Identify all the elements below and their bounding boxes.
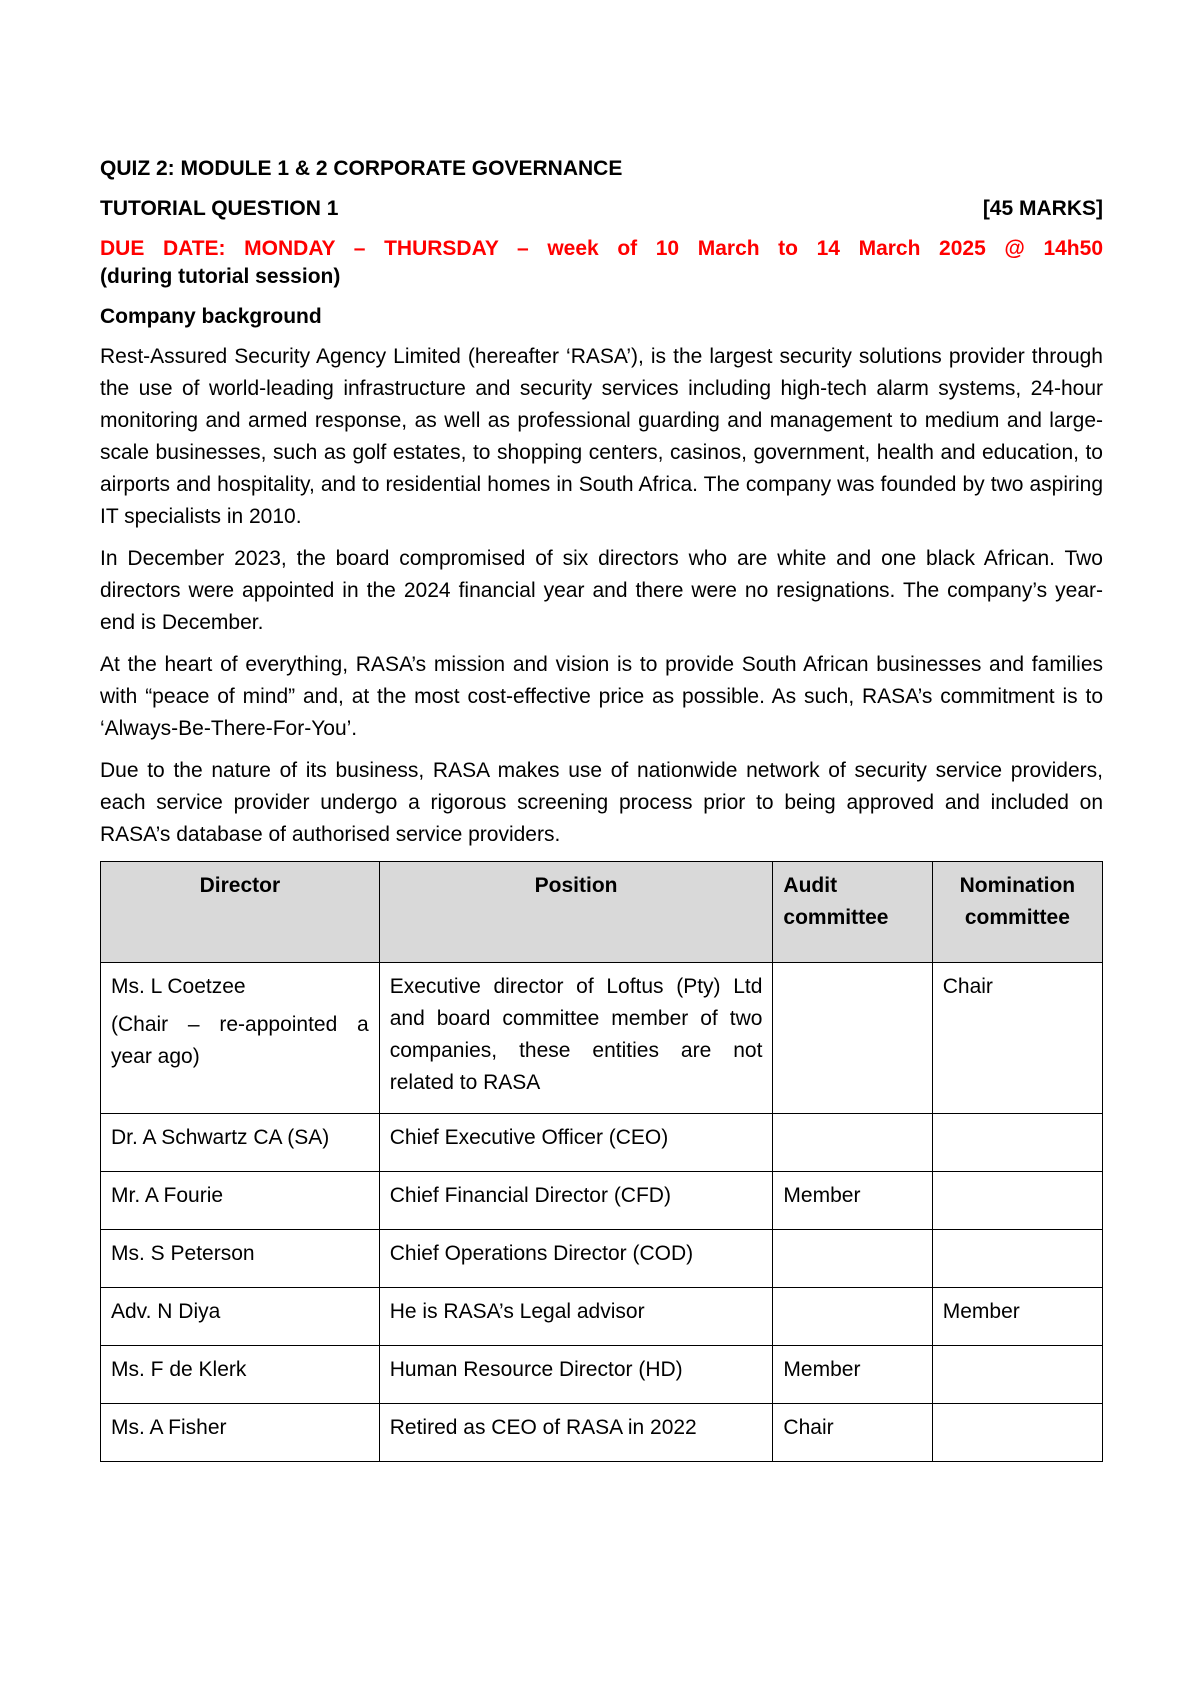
audit-cell: Member	[773, 1172, 932, 1230]
due-date: DUE DATE: MONDAY – THURSDAY – week of 10 March to 14 March 2025 @ 14h50	[100, 237, 1103, 260]
document-title: QUIZ 2: MODULE 1 & 2 CORPORATE GOVERNANCE	[100, 157, 623, 180]
table-header-row	[101, 862, 1103, 963]
table-row	[101, 1230, 1103, 1288]
nomination-cell	[932, 1114, 1102, 1172]
nomination-cell: Member	[932, 1288, 1102, 1346]
paragraph-board: In December 2023, the board compromised of six directors who are white and one black African. Two directors were appointed in the 2024 financial year and there were no resignations. The company’s year-end is December.	[100, 547, 1103, 634]
table-row	[101, 1114, 1103, 1172]
nomination-cell	[932, 1230, 1102, 1288]
paragraph-mission: At the heart of everything, RASA’s mission and vision is to provide South African businesses and families with “peace of mind” and, at the most cost-effective price as possible. As such, RASA’s commitment is to ‘Always-Be-There-For-You’.	[100, 653, 1103, 740]
position-cell: He is RASA’s Legal advisor	[379, 1288, 773, 1346]
nomination-cell	[932, 1404, 1102, 1462]
director-name: Ms. L Coetzee	[111, 975, 246, 998]
audit-cell: Chair	[773, 1404, 932, 1462]
header-audit-committee: Audit committee	[773, 862, 932, 963]
audit-cell	[773, 1114, 932, 1172]
audit-cell	[773, 963, 932, 1114]
position-cell: Chief Financial Director (CFD)	[379, 1172, 773, 1230]
director-cell: Ms. S Peterson	[101, 1230, 380, 1288]
nomination-cell	[932, 1172, 1102, 1230]
position-cell: Chief Executive Officer (CEO)	[379, 1114, 773, 1172]
director-note: (Chair – re-appointed a year ago)	[111, 1013, 369, 1068]
director-cell: Ms. F de Klerk	[101, 1346, 380, 1404]
audit-cell: Member	[773, 1346, 932, 1404]
director-cell: Dr. A Schwartz CA (SA)	[101, 1114, 380, 1172]
section-heading: Company background	[100, 305, 322, 328]
table-row	[101, 1346, 1103, 1404]
paragraph-intro: Rest-Assured Security Agency Limited (hereafter ‘RASA’), is the largest security solutions provider through the use of world-leading infrastructure and security services including high-tech alarm systems, 24-hour monitoring and armed response, as well as professional guarding and management to medium and large-scale businesses, such as golf estates, to shopping centers, casinos, government, health and education, to airports and hospitality, and to residential homes in South Africa. The company was founded by two aspiring IT specialists in 2010.	[100, 345, 1103, 528]
nomination-cell	[932, 1346, 1102, 1404]
marks-label: [45 MARKS]	[982, 197, 1103, 220]
directors-table	[100, 861, 1103, 1462]
document-page	[100, 155, 1103, 1462]
audit-cell	[773, 1288, 932, 1346]
position-cell: Retired as CEO of RASA in 2022	[379, 1404, 773, 1462]
header-position: Position	[379, 862, 773, 963]
table-row	[101, 963, 1103, 1114]
table-row	[101, 1172, 1103, 1230]
paragraph-network: Due to the nature of its business, RASA makes use of nationwide network of security service providers, each service provider undergo a rigorous screening process prior to being approved and included on RASA’s database of authorised service providers.	[100, 759, 1103, 846]
table-row	[101, 1288, 1103, 1346]
position-cell: Chief Operations Director (COD)	[379, 1230, 773, 1288]
position-cell: Human Resource Director (HD)	[379, 1346, 773, 1404]
nomination-cell: Chair	[932, 963, 1102, 1114]
audit-cell	[773, 1230, 932, 1288]
due-date-note: (during tutorial session)	[100, 265, 341, 288]
question-label: TUTORIAL QUESTION 1	[100, 197, 339, 220]
director-cell	[101, 963, 380, 1114]
position-cell: Executive director of Loftus (Pty) Ltd and board committee member of two companies, these entities are not related to RASA	[379, 963, 773, 1114]
header-director: Director	[101, 862, 380, 963]
header-nomination-committee: Nomination committee	[932, 862, 1102, 963]
director-cell: Mr. A Fourie	[101, 1172, 380, 1230]
director-cell: Ms. A Fisher	[101, 1404, 380, 1462]
director-cell: Adv. N Diya	[101, 1288, 380, 1346]
table-row	[101, 1404, 1103, 1462]
question-row	[100, 195, 1103, 223]
